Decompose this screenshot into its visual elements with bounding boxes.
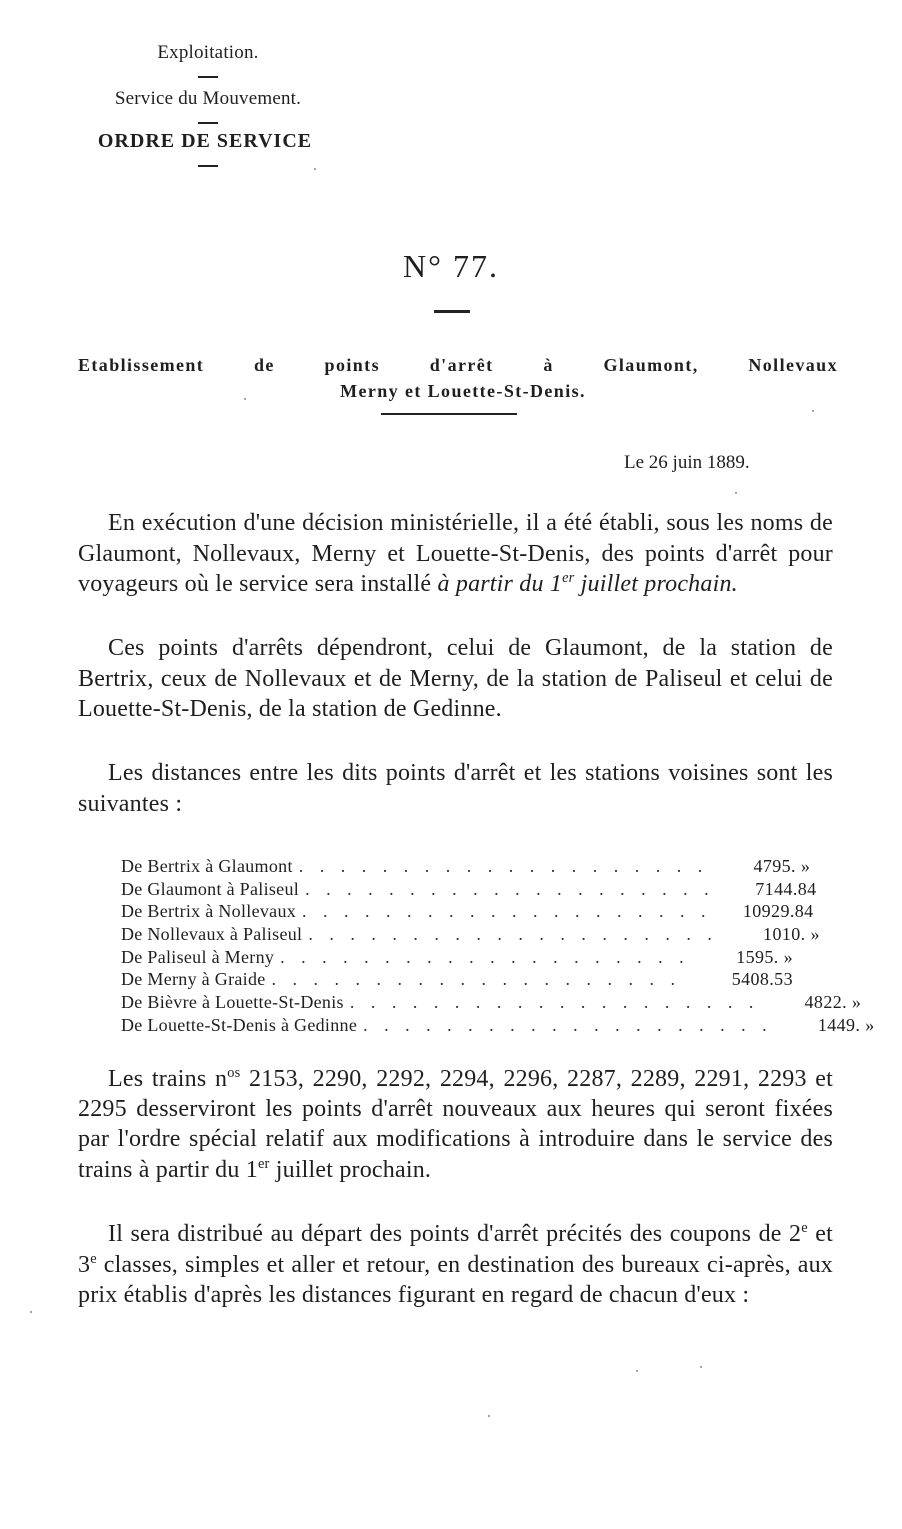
scan-speck: [244, 398, 246, 400]
distance-value: 1595. »: [736, 946, 793, 967]
paragraph-5-text: Il sera distribué au départ des points d'arrêt précités des coupons de 2: [108, 1221, 802, 1247]
superscript: os: [227, 1065, 241, 1081]
distance-row: [121, 968, 793, 991]
divider: [198, 165, 218, 167]
distance-route: De Bertrix à Glaumont: [121, 856, 293, 876]
distance-row: [121, 991, 862, 1014]
distance-row: [121, 878, 817, 901]
distance-route: De Glaumont à Paliseul: [121, 878, 300, 899]
distance-row: [121, 1014, 875, 1037]
distance-value: 1010. »: [763, 924, 820, 945]
leader-dots: . . . . . . . . . . . . . . . . . . . .: [363, 1014, 773, 1035]
distance-value: 4795. »: [753, 856, 811, 876]
distance-value: 10929.84: [742, 901, 814, 922]
distance-row: [121, 900, 814, 923]
distance-route: De Louette-St-Denis à Gedinne: [121, 1014, 358, 1035]
superscript: er: [257, 1155, 270, 1172]
leader-dots: . . . . . . . . . . . . . . . . . . . .: [305, 878, 715, 899]
leader-dots: . . . . . . . . . . . . . . . . . . . .: [349, 992, 760, 1013]
distance-row: [121, 855, 811, 878]
scan-speck: [30, 1311, 32, 1313]
paragraph-2: [78, 633, 833, 725]
leader-dots: . . . . . . . . . . . . . . . . . . . .: [302, 901, 712, 922]
divider: [381, 413, 517, 415]
distance-route: De Merny à Graide: [121, 969, 266, 990]
distances-table: [121, 855, 875, 1037]
paragraph-1-text: En exécution d'une décision ministérielle, il a été établi, sous les noms de Glaumont, Nollevaux, Merny et Louette-St-Denis, des points d'arrêt pour voyageurs où le service sera installé: [78, 510, 833, 597]
paragraph-1: [78, 508, 833, 600]
paragraph-5-text-end: classes, simples et aller et retour, en destination des bureaux ci-après, aux prix établis d'après les distances figurant en regard de chacun d'eux :: [78, 1251, 833, 1308]
paragraph-5-text-mid: et 3: [78, 1221, 834, 1278]
divider: [434, 310, 470, 313]
leader-dots: . . . . . . . . . . . . . . . . . . . .: [271, 969, 682, 990]
header-ordre-de-service: ORDRE DE SERVICE: [97, 130, 313, 152]
divider: [198, 76, 218, 78]
distance-route: De Bertrix à Nollevaux: [121, 901, 297, 922]
order-title-line-2: Merny et Louette-St-Denis.: [340, 381, 586, 401]
paragraph-4-text: Les trains n: [108, 1066, 228, 1092]
paragraph-4: [78, 1064, 833, 1185]
leader-dots: . . . . . . . . . . . . . . . . . . . .: [308, 924, 718, 945]
distance-route: De Paliseul à Merny: [121, 946, 275, 967]
paragraph-4-text-end: juillet prochain.: [269, 1156, 432, 1183]
paragraph-3-text: Les distances entre les dits points d'arrêt et les stations voisines sont les suivantes :: [78, 760, 833, 817]
header-exploitation: Exploitation.: [157, 42, 259, 63]
header-service: Service du Mouvement.: [114, 88, 302, 109]
distance-value: 1449. »: [817, 1014, 875, 1035]
leader-dots: . . . . . . . . . . . . . . . . . . . .: [298, 856, 709, 876]
distance-route: De Nollevaux à Paliseul: [121, 924, 303, 945]
superscript: er: [562, 570, 575, 586]
order-title: [78, 352, 838, 404]
order-number: N° 77.: [403, 248, 499, 284]
paragraph-5: [78, 1219, 833, 1311]
scan-speck: [700, 1366, 702, 1368]
scan-speck: [488, 1415, 490, 1417]
divider: [198, 122, 218, 124]
distance-value: 5408.53: [731, 969, 793, 990]
scan-speck: [812, 410, 814, 412]
scan-speck: [636, 1370, 638, 1372]
superscript: e: [90, 1250, 97, 1267]
distance-row: [121, 946, 793, 969]
distance-value: 4822. »: [804, 992, 862, 1013]
paragraph-1-emphasis: à partir du 1: [437, 571, 563, 597]
distance-route: De Bièvre à Louette-St-Denis: [121, 992, 344, 1013]
leader-dots: . . . . . . . . . . . . . . . . . . . .: [280, 946, 690, 967]
scan-speck: [735, 492, 737, 494]
order-title-line-1: Etablissement de points d'arrêt à Glaumont, Nollevaux: [78, 355, 838, 375]
scan-speck: [314, 168, 316, 170]
distance-value: 7144.84: [755, 878, 817, 899]
paragraph-4-text-main: 2153, 2290, 2292, 2294, 2296, 2287, 2289, 2291, 2293 et 2295 desserviront les points d'arrêt nouveaux aux heures qui seront fixées par l'ordre spécial relatif aux modifications à introduire dans le service des trains à partir du 1: [78, 1066, 834, 1183]
order-date: Le 26 juin 1889.: [624, 452, 750, 473]
paragraph-3: [78, 758, 833, 819]
paragraph-2-text: Ces points d'arrêts dépendront, celui de Glaumont, de la station de Bertrix, ceux de Nollevaux et de Merny, de la station de Paliseul et celui de Louette-St-Denis, de la station de Gedinne.: [78, 635, 833, 722]
paragraph-1-emphasis-end: juillet prochain.: [574, 571, 738, 597]
distance-row: [121, 923, 820, 946]
superscript: e: [801, 1220, 808, 1236]
